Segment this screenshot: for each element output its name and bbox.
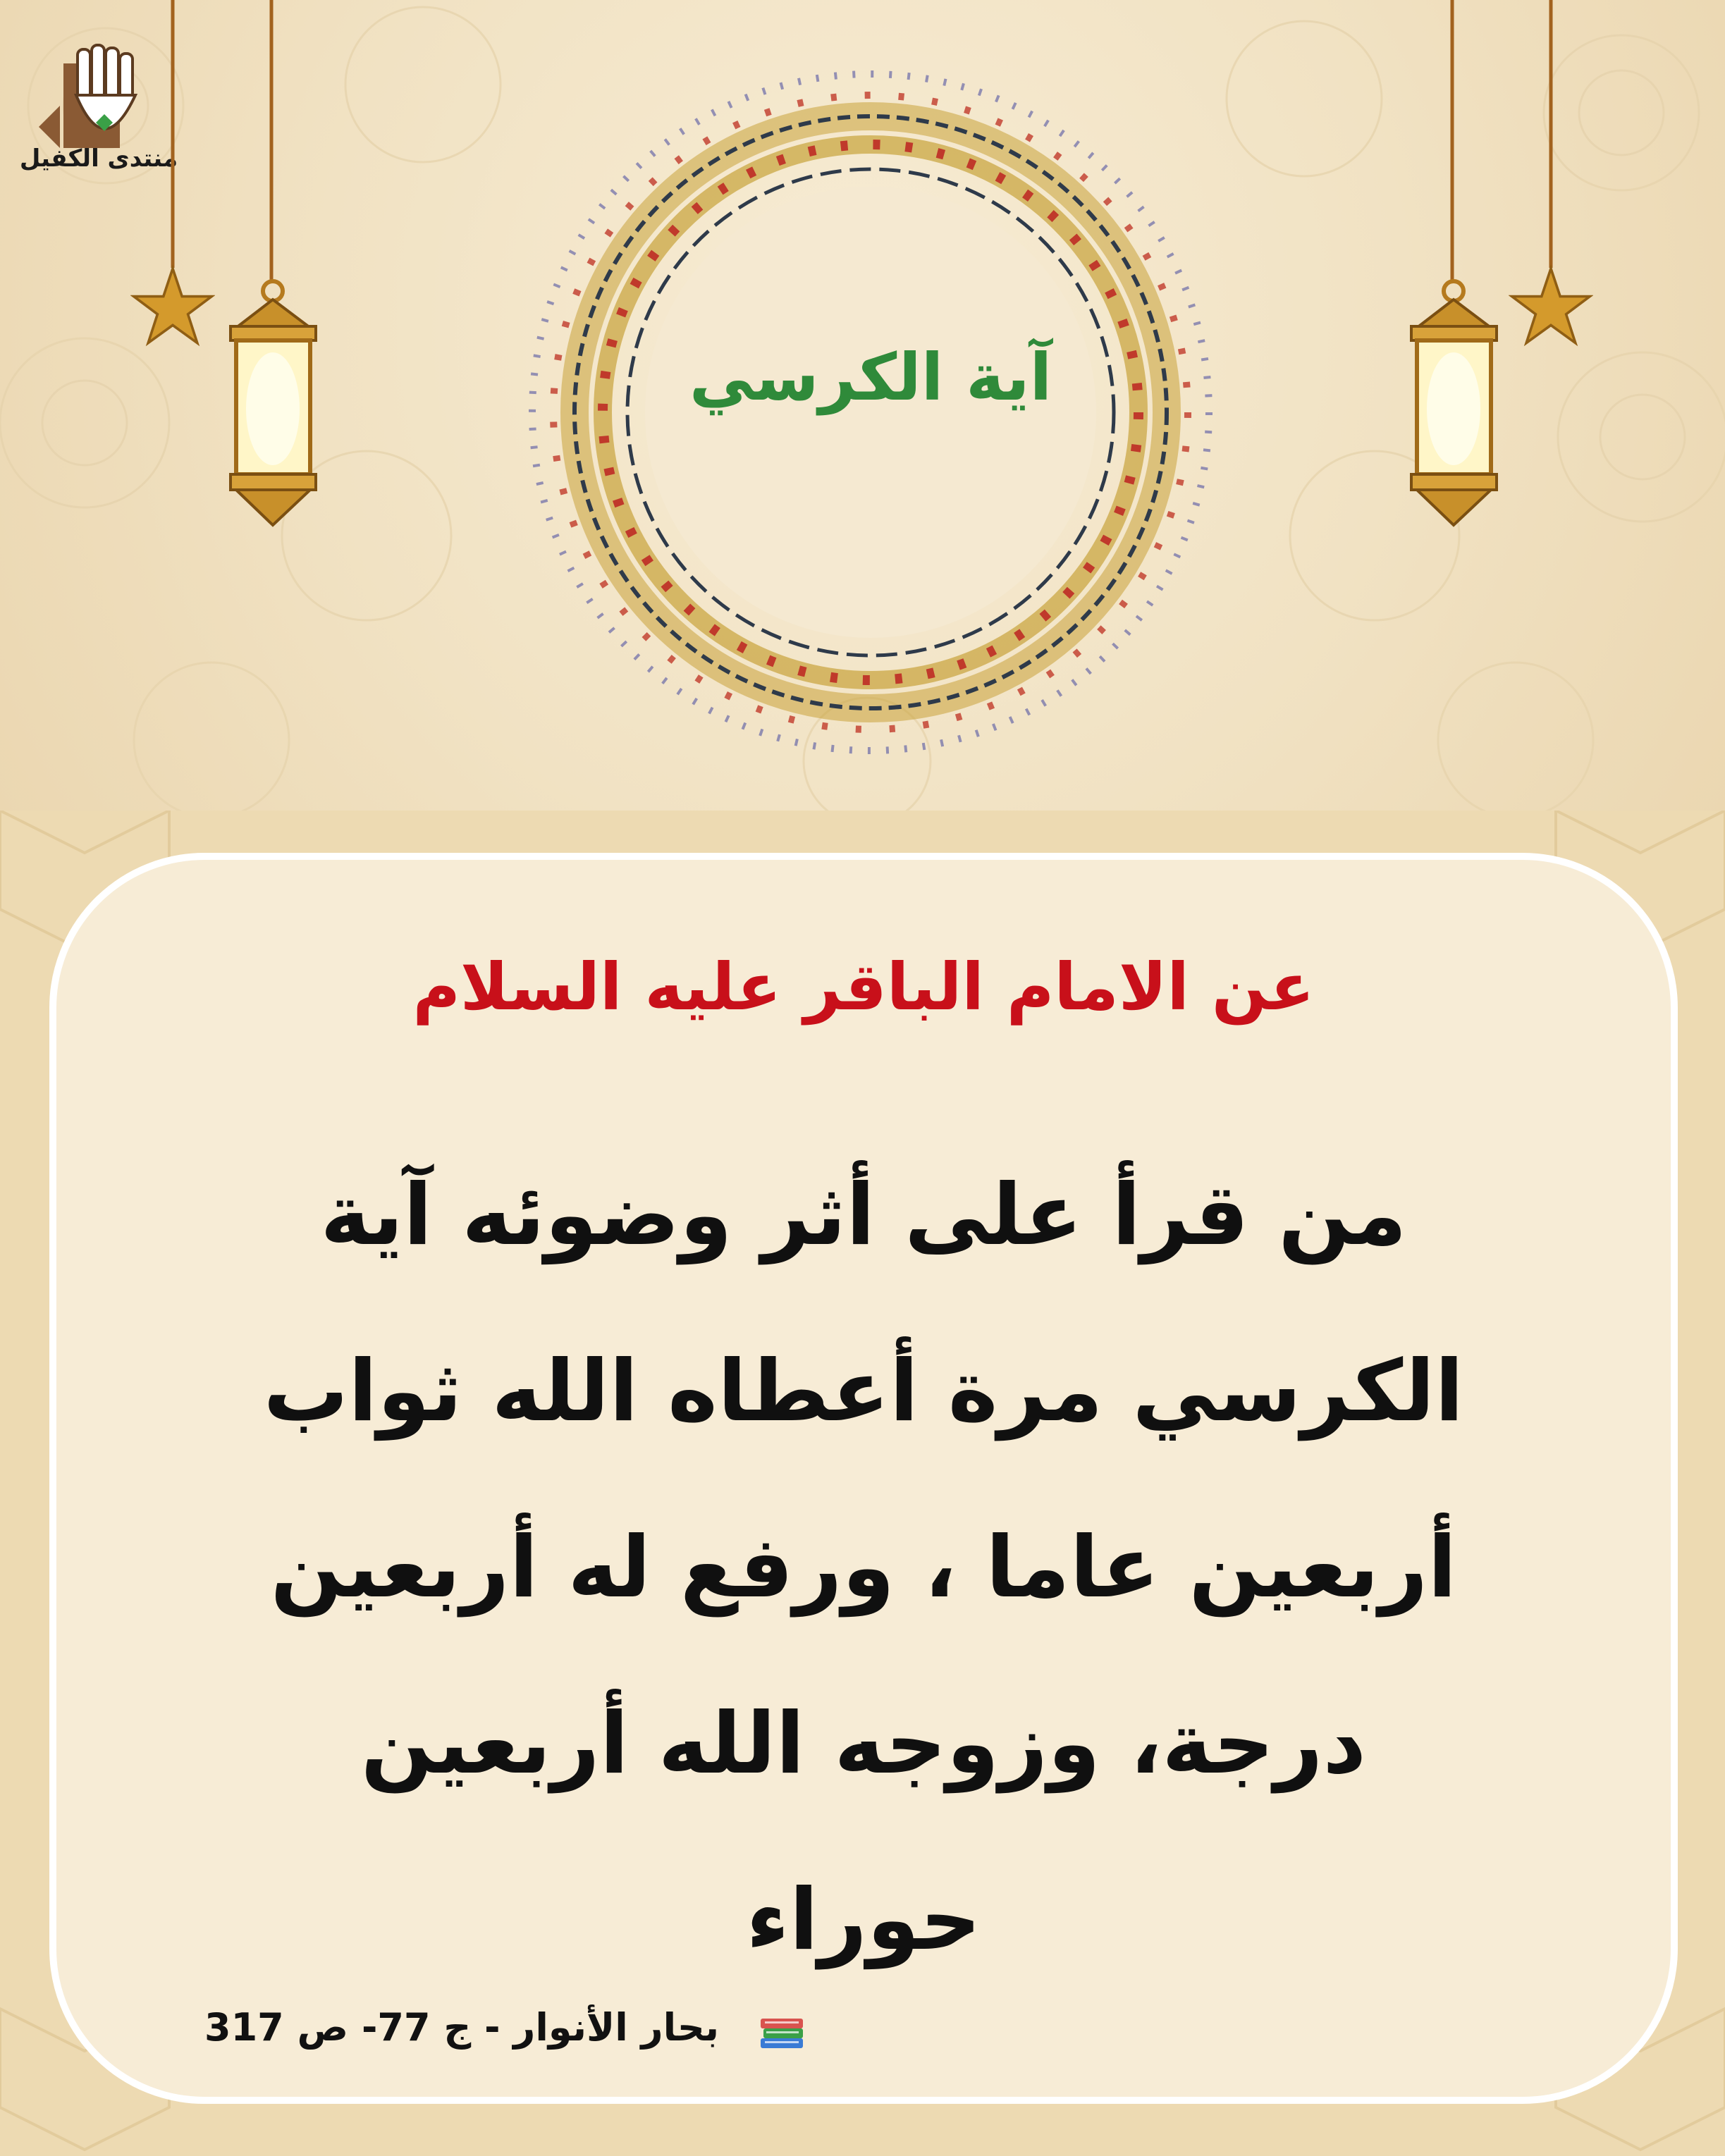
hadith-line: أربعين عاما ، ورفع له أربعين <box>270 1519 1457 1617</box>
star-icon <box>1509 264 1593 349</box>
lantern-icon <box>1396 278 1512 532</box>
page-title: آية الكرسي <box>689 340 1052 415</box>
narrator-heading: عن الامام الباقر عليه السلام <box>412 949 1315 1025</box>
hadith-line: حوراء <box>746 1871 981 1969</box>
logo-text: منتدى الكفيل <box>19 144 178 173</box>
lantern-icon <box>215 278 331 532</box>
hadith-line: الكرسي مرة أعطاه الله ثواب <box>263 1343 1464 1441</box>
source-citation: بحار الأنوار - ج 77- ص 317 <box>204 2005 720 2050</box>
star-icon <box>130 264 215 349</box>
hadith-text <box>211 1128 1516 2009</box>
top-banner <box>0 0 1725 811</box>
hadith-line: من قرأ على أثر وضوئه آية <box>320 1166 1407 1264</box>
hadith-line: درجة، وزوجه الله أربعين <box>360 1695 1367 1793</box>
